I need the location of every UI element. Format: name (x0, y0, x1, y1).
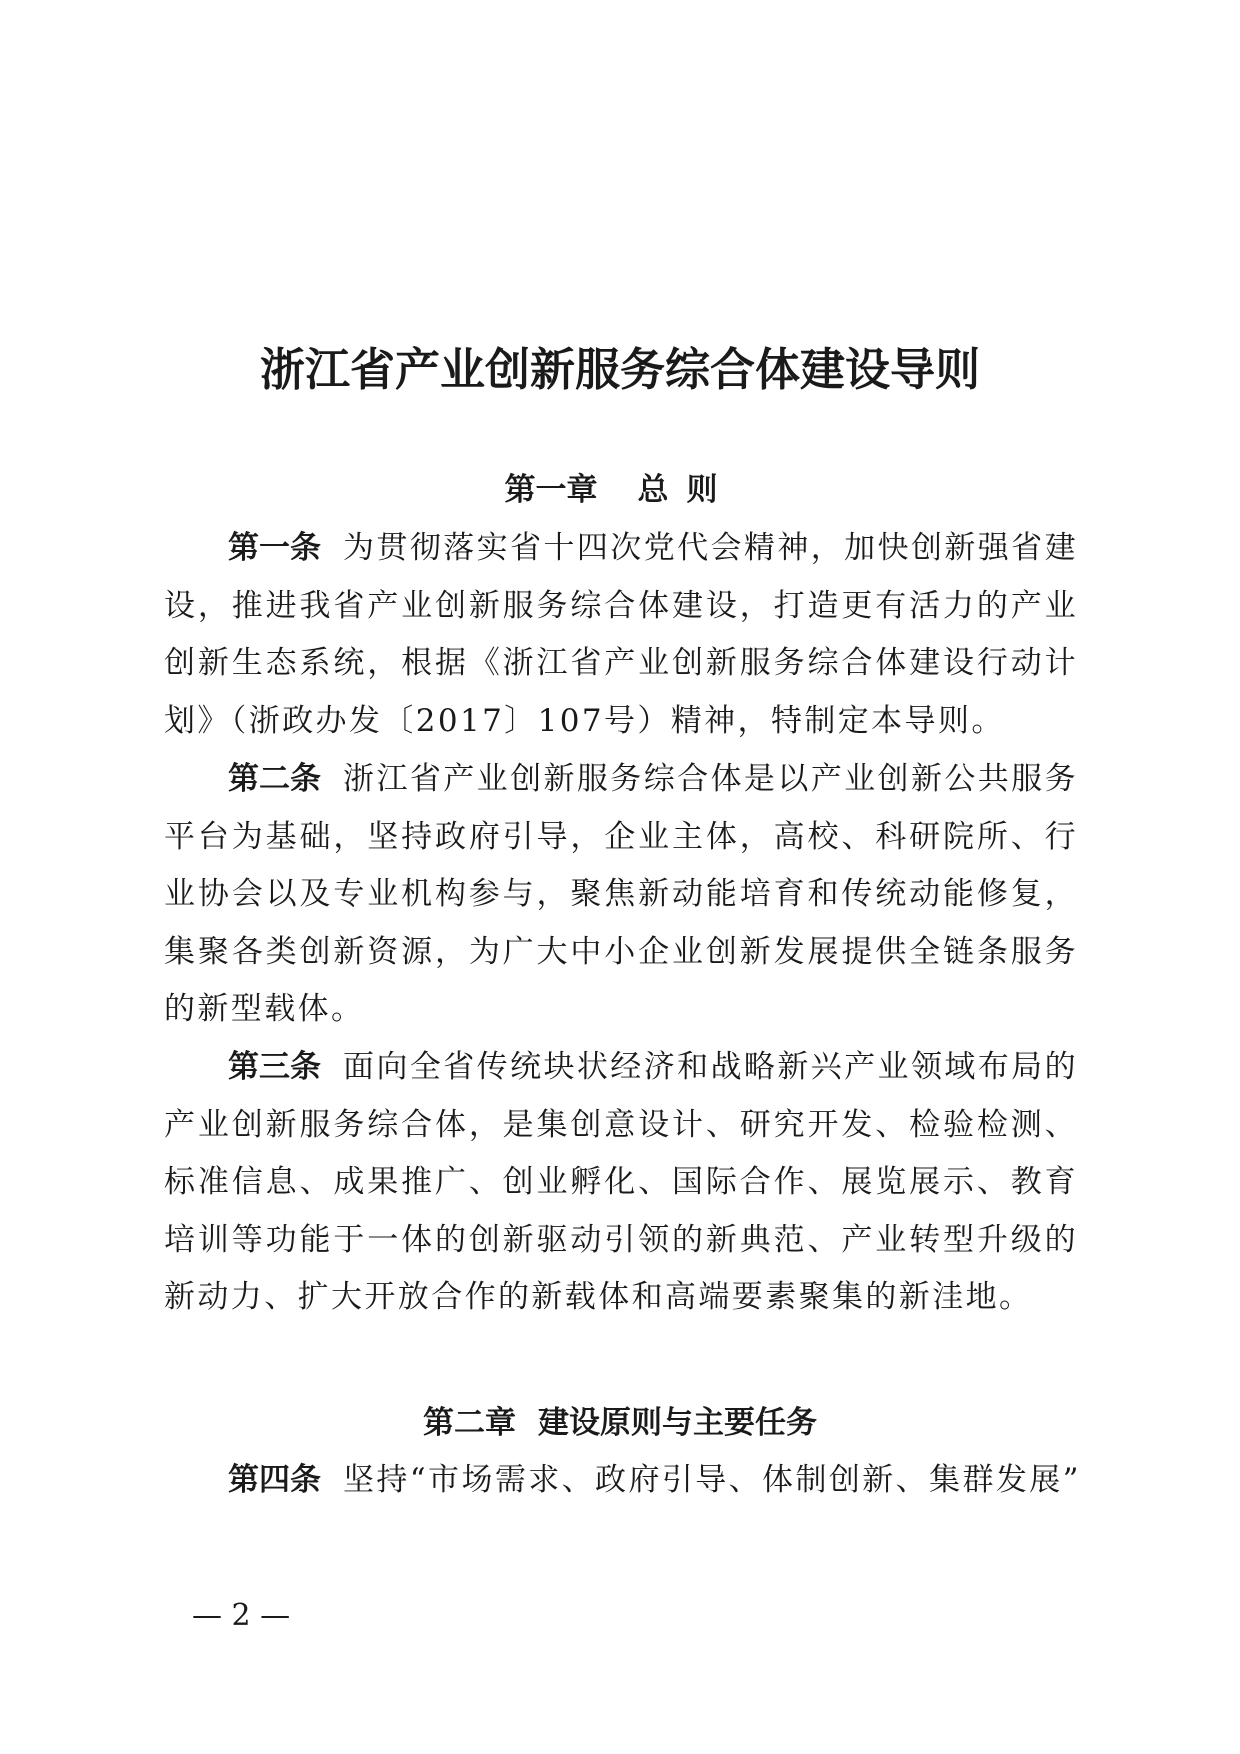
article-label: 第三条 (228, 1049, 322, 1085)
article-4 (164, 1452, 1081, 1510)
chapter-number: 第二章 (423, 1405, 516, 1441)
chapter-number: 第一章 (504, 472, 598, 508)
article-1 (164, 520, 1078, 750)
chapter-heading-2 (0, 1403, 1240, 1443)
article-label: 第一条 (228, 530, 322, 566)
article-label: 第二条 (228, 761, 322, 797)
article-text: 浙江省产业创新服务综合体是以产业创新公共服务平台为基础，坚持政府引导，企业主体，高校、科研院所、行业协会以及专业机构参与，聚焦新动能培育和传统动能修复，集聚各类创新资源，为广大中小企业创新发展提供全链条服务的新型载体。 (164, 761, 1078, 1027)
article-text: 坚持“市场需求、政府引导、体制创新、集群发展” (343, 1462, 1081, 1498)
chapter-name: 建设原则与主要任务 (538, 1405, 817, 1441)
article-label: 第四条 (228, 1462, 321, 1498)
document-title: 浙江省产业创新服务综合体建设导则 (259, 343, 980, 396)
article-text: 为贯彻落实省十四次党代会精神，加快创新强省建设，推进我省产业创新服务综合体建设，打造更有活力的产业创新生态系统，根据《浙江省产业创新服务综合体建设行动计划》（浙政办发〔2017〕107号）精神，特制定本导则。 (164, 530, 1078, 739)
page-number: — 2 — (192, 1598, 291, 1633)
chapter-heading-1 (0, 470, 1240, 510)
article-2 (164, 751, 1078, 1039)
chapter-name: 总则 (637, 472, 736, 508)
article-text: 面向全省传统块状经济和战略新兴产业领域布局的产业创新服务综合体，是集创意设计、研究开发、检验检测、标准信息、成果推广、创业孵化、国际合作、展览展示、教育培训等功能于一体的创新驱动引领的新典范、产业转型升级的新动力、扩大开放合作的新载体和高端要素聚集的新洼地。 (164, 1049, 1078, 1315)
article-3 (164, 1039, 1078, 1327)
